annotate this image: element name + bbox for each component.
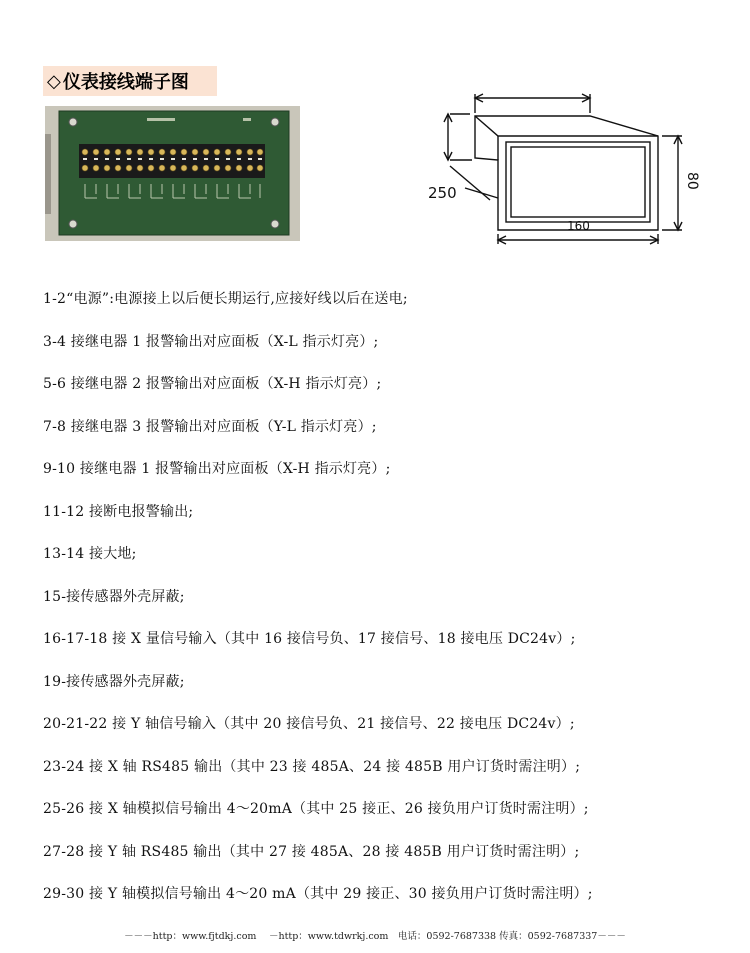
terminal-line: 15-接传感器外壳屏蔽; bbox=[43, 588, 185, 605]
terminal-line: 13-14 接大地; bbox=[43, 546, 137, 562]
terminal-line: 27-28 接 Y 轴 RS485 输出（其中 27 接 485A、28 接 485B 用户订货时需注明）; bbox=[43, 843, 580, 860]
terminal-board-photo bbox=[45, 106, 300, 241]
terminal-line: 9-10 接继电器 1 报警输出对应面板（X-H 指示灯亮）; bbox=[43, 461, 391, 477]
terminal-line: 7-8 接继电器 3 报警输出对应面板（Y-L 指示灯亮）; bbox=[43, 418, 377, 435]
section-heading bbox=[43, 66, 217, 96]
width-label: 160 bbox=[567, 219, 590, 233]
diamond-icon: ◇ bbox=[47, 70, 61, 92]
section-title: 仪表接线端子图 bbox=[62, 72, 189, 93]
terminal-line: 11-12 接断电报警输出; bbox=[43, 503, 194, 520]
page-footer: －－－http：www.fjtdkj.com －http：www.tdwrkj.com 电话：0592-7687338 传真：0592-7687337－－－ bbox=[124, 931, 626, 942]
terminal-line: 1-2“电源”:电源接上以后便长期运行,应接好线以后在送电; bbox=[43, 291, 408, 307]
terminal-line: 23-24 接 X 轴 RS485 输出（其中 23 接 485A、24 接 485B 用户订货时需注明）; bbox=[43, 758, 581, 775]
dimension-diagram bbox=[410, 80, 700, 250]
terminal-line: 5-6 接继电器 2 报警输出对应面板（X-H 指示灯亮）; bbox=[43, 376, 382, 392]
terminal-line: 20-21-22 接 Y 轴信号输入（其中 20 接信号负、21 接信号、22 接电压 DC24v）; bbox=[43, 716, 575, 732]
terminal-line: 25-26 接 X 轴模拟信号输出 4～20mA（其中 25 接正、26 接负用户订货时需注明）; bbox=[43, 801, 589, 817]
terminal-line: 16-17-18 接 X 量信号输入（其中 16 接信号负、17 接信号、18 接电压 DC24v）; bbox=[43, 631, 576, 647]
terminal-description-list bbox=[43, 278, 733, 916]
box-outline bbox=[475, 116, 658, 230]
height-label: 80 bbox=[684, 172, 700, 190]
terminal-line: 3-4 接继电器 1 报警输出对应面板（X-L 指示灯亮）; bbox=[43, 333, 379, 350]
terminal-line: 29-30 接 Y 轴模拟信号输出 4～20 mA（其中 29 接正、30 接负用户订货时需注明）; bbox=[43, 886, 593, 902]
terminal-line: 19-接传感器外壳屏蔽; bbox=[43, 673, 185, 690]
depth-label: 250 bbox=[428, 184, 457, 202]
front-panel bbox=[506, 142, 650, 222]
